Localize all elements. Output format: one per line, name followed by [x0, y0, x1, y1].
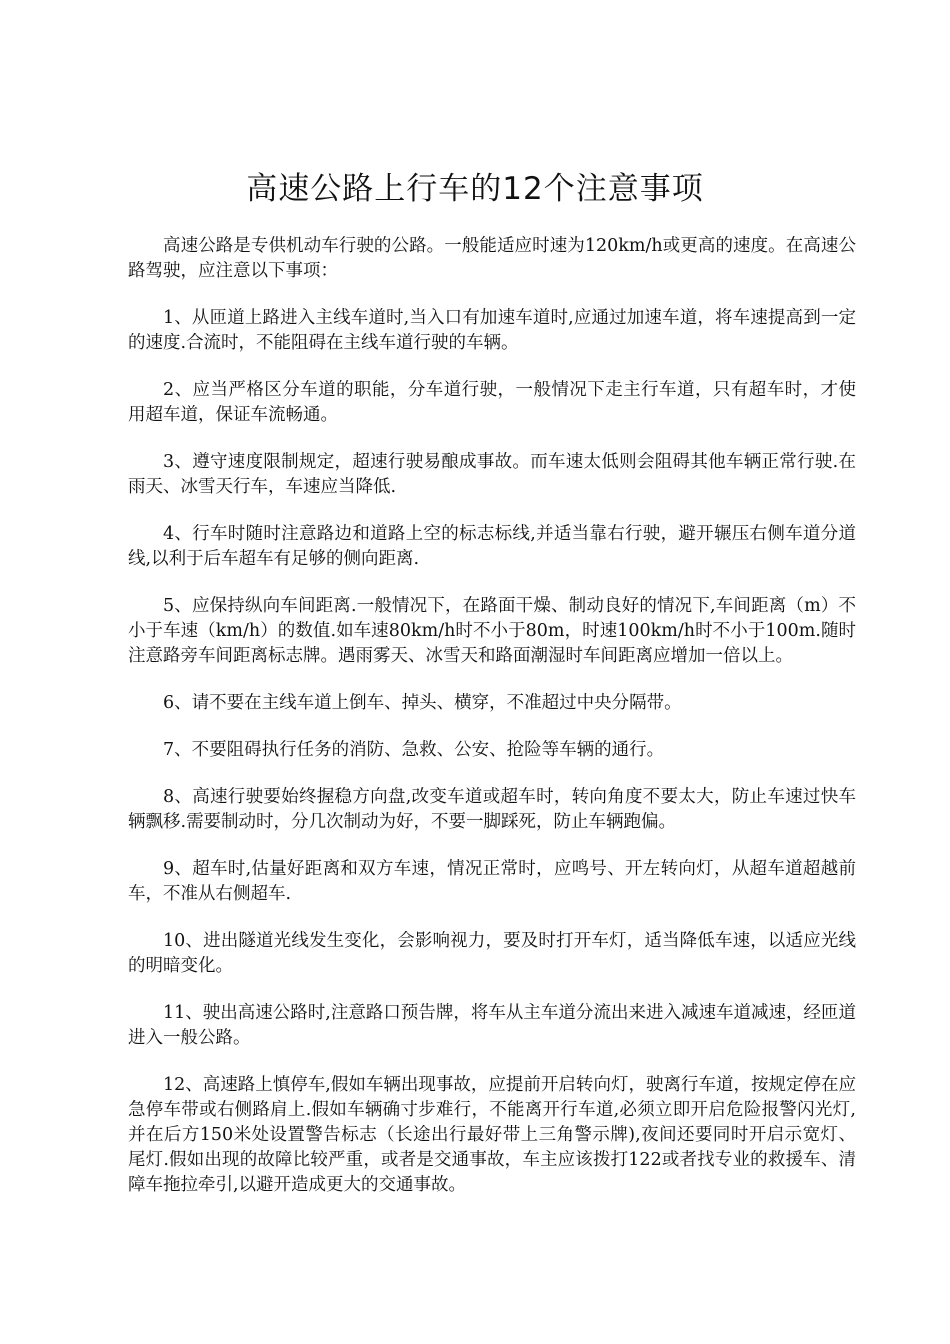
paragraph-item-9: 9、超车时,估量好距离和双方车速，情况正常时，应鸣号、开左转向灯，从超车道超越前车，不准从右侧超车.: [128, 859, 856, 904]
paragraph-item-2: 2、应当严格区分车道的职能，分车道行驶，一般情况下走主行车道，只有超车时，才使用超车道，保证车流畅通。: [128, 380, 856, 425]
document-body: [128, 234, 856, 1220]
paragraph-item-1: 1、从匝道上路进入主线车道时,当入口有加速车道时,应通过加速车道，将车速提高到一定的速度.合流时，不能阻碍在主线车道行驶的车辆。: [128, 308, 856, 353]
paragraph-item-4: 4、行车时随时注意路边和道路上空的标志标线,并适当靠右行驶，避开辗压右侧车道分道线,以利于后车超车有足够的侧向距离.: [128, 524, 856, 569]
paragraph-item-6: 6、请不要在主线车道上倒车、掉头、横穿，不准超过中央分隔带。: [163, 693, 682, 713]
paragraph-intro: 高速公路是专供机动车行驶的公路。一般能适应时速为120km/h或更高的速度。在高速公路驾驶，应注意以下事项：: [128, 236, 856, 281]
paragraph-item-10: 10、进出隧道光线发生变化，会影响视力，要及时打开车灯，适当降低车速，以适应光线的明暗变化。: [128, 931, 856, 976]
paragraph-item-3: 3、遵守速度限制规定，超速行驶易酿成事故。而车速太低则会阻碍其他车辆正常行驶.在雨天、冰雪天行车，车速应当降低.: [128, 452, 856, 497]
paragraph-item-8: 8、高速行驶要始终握稳方向盘,改变车道或超车时，转向角度不要太大，防止车速过快车辆飘移.需要制动时，分几次制动为好，不要一脚踩死，防止车辆跑偏。: [128, 787, 856, 832]
paragraph-item-7: 7、不要阻碍执行任务的消防、急救、公安、抢险等车辆的通行。: [163, 740, 665, 760]
paragraph-item-12: 12、高速路上慎停车,假如车辆出现事故，应提前开启转向灯，驶离行车道，按规定停在应急停车带或右侧路肩上.假如车辆确寸步难行，不能离开行车道,必须立即开启危险报警闪光灯,并在后方150米处设置警告标志（长途出行最好带上三角警示牌),夜间还要同时开启示宽灯、尾灯.假如出现的故障比较严重，或者是交通事故，车主应该拨打122或者找专业的救援车、清障车拖拉牵引,以避开造成更大的交通事故。: [128, 1075, 856, 1195]
paragraph-item-11: 11、驶出高速公路时,注意路口预告牌，将车从主车道分流出来进入减速车道减速，经匝道进入一般公路。: [128, 1003, 856, 1048]
document-title: 高速公路上行车的12个注意事项: [246, 171, 704, 207]
paragraph-item-5: 5、应保持纵向车间距离.一般情况下，在路面干燥、制动良好的情况下,车间距离（m）不小于车速（km/h）的数值.如车速80km/h时不小于80m，时速100km/h时不小于100m.随时注意路旁车间距离标志牌。遇雨雾天、冰雪天和路面潮湿时车间距离应增加一倍以上。: [128, 596, 856, 666]
